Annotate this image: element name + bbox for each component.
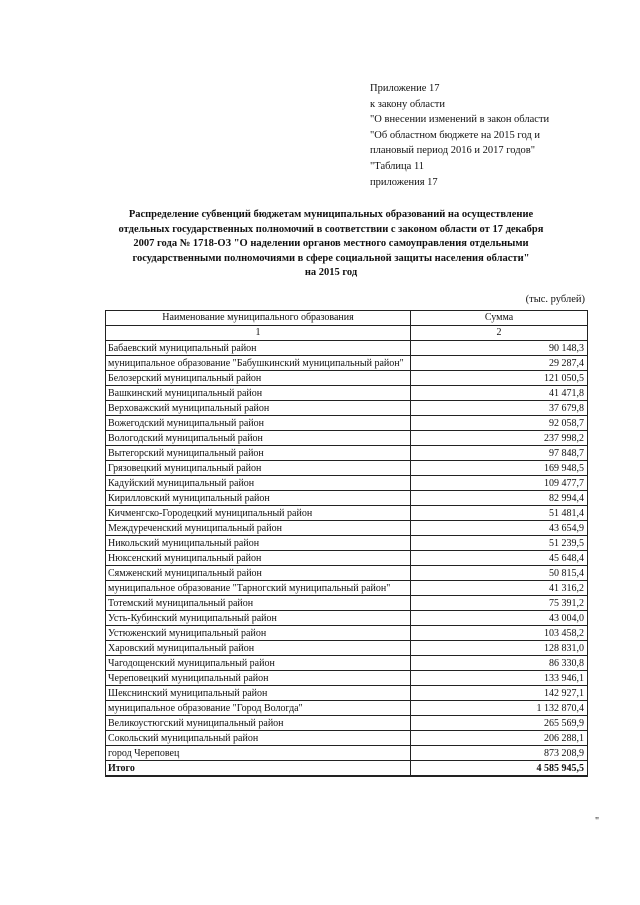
table-row bbox=[106, 461, 588, 476]
table-row bbox=[106, 386, 588, 401]
municipality-name: Череповецкий муниципальный район bbox=[106, 671, 411, 686]
subsidy-sum: 41 316,2 bbox=[411, 581, 588, 596]
municipality-name: Великоустюгский муниципальный район bbox=[106, 716, 411, 731]
subsidy-sum: 237 998,2 bbox=[411, 431, 588, 446]
municipality-name: Вожегодский муниципальный район bbox=[106, 416, 411, 431]
table-row bbox=[106, 491, 588, 506]
table-row bbox=[106, 746, 588, 761]
table-header-row bbox=[106, 311, 588, 326]
table-row bbox=[106, 716, 588, 731]
table-row bbox=[106, 656, 588, 671]
table-row bbox=[106, 521, 588, 536]
subsidy-sum: 86 330,8 bbox=[411, 656, 588, 671]
table-row bbox=[106, 641, 588, 656]
table-row bbox=[106, 611, 588, 626]
table-row bbox=[106, 626, 588, 641]
subsidy-sum: 37 679,8 bbox=[411, 401, 588, 416]
appendix-line: Приложение 17 bbox=[370, 83, 440, 94]
subsidy-sum: 43 654,9 bbox=[411, 521, 588, 536]
municipality-name: Междуреченский муниципальный район bbox=[106, 521, 411, 536]
title-line: Распределение субвенций бюджетам муниципальных образований на осуществление bbox=[128, 209, 534, 220]
subsidy-sum: 121 050,5 bbox=[411, 371, 588, 386]
municipality-name: Тотемский муниципальный район bbox=[106, 596, 411, 611]
subsidy-sum: 169 948,5 bbox=[411, 461, 588, 476]
subsidy-sum: 82 994,4 bbox=[411, 491, 588, 506]
subsidy-sum: 142 927,1 bbox=[411, 686, 588, 701]
table-row bbox=[106, 506, 588, 521]
closing-quote: " bbox=[595, 816, 600, 827]
subsidy-sum: 75 391,2 bbox=[411, 596, 588, 611]
column-number-2: 2 bbox=[411, 326, 588, 341]
subsidy-sum: 133 946,1 bbox=[411, 671, 588, 686]
table-row bbox=[106, 476, 588, 491]
municipality-name: город Череповец bbox=[106, 746, 411, 761]
subsidy-sum: 128 831,0 bbox=[411, 641, 588, 656]
subsidy-sum: 265 569,9 bbox=[411, 716, 588, 731]
appendix-line: к закону области bbox=[370, 98, 445, 110]
units-label: (тыс. рублей) bbox=[525, 294, 585, 305]
municipality-name: Вытегорский муниципальный район bbox=[106, 446, 411, 461]
title-line: отдельных государственных полномочий в соответствии с законом области от 17 декабря bbox=[118, 223, 544, 235]
municipality-name: Грязовецкий муниципальный район bbox=[106, 461, 411, 476]
column-header-sum: Сумма bbox=[411, 311, 588, 326]
title-line: государственными полномочиями в сфере социальной защиты населения области" bbox=[132, 252, 530, 264]
total-row bbox=[106, 761, 588, 777]
municipality-name: Белозерский муниципальный район bbox=[106, 371, 411, 386]
subsidy-sum: 29 287,4 bbox=[411, 356, 588, 371]
table-row bbox=[106, 566, 588, 581]
appendix-line: "Об областном бюджете на 2015 год и bbox=[370, 129, 541, 141]
table-row bbox=[106, 596, 588, 611]
municipality-name: Чагодощенский муниципальный район bbox=[106, 656, 411, 671]
municipality-name: Кичменгско-Городецкий муниципальный район bbox=[106, 506, 411, 521]
table-row bbox=[106, 341, 588, 356]
municipality-name: Бабаевский муниципальный район bbox=[106, 341, 411, 356]
table-row bbox=[106, 431, 588, 446]
appendix-line: "О внесении изменений в закон области bbox=[370, 114, 550, 126]
table-row bbox=[106, 536, 588, 551]
municipality-name: Никольский муниципальный район bbox=[106, 536, 411, 551]
column-number-1: 1 bbox=[106, 326, 411, 341]
table-row bbox=[106, 356, 588, 371]
municipality-name: муниципальное образование "Бабушкинский муниципальный район" bbox=[106, 356, 411, 371]
subsidy-sum: 97 848,7 bbox=[411, 446, 588, 461]
table-row bbox=[106, 401, 588, 416]
table-row bbox=[106, 701, 588, 716]
municipality-name: Вашкинский муниципальный район bbox=[106, 386, 411, 401]
appendix-line: приложения 17 bbox=[370, 176, 438, 188]
municipality-name: Нюксенский муниципальный район bbox=[106, 551, 411, 566]
municipality-name: Сямженский муниципальный район bbox=[106, 566, 411, 581]
municipality-name: муниципальное образование "Тарногский муниципальный район" bbox=[106, 581, 411, 596]
municipality-name: Усть-Кубинский муниципальный район bbox=[106, 611, 411, 626]
municipality-name: муниципальное образование "Город Вологда" bbox=[106, 701, 411, 716]
subsidy-sum: 51 481,4 bbox=[411, 506, 588, 521]
table-row bbox=[106, 551, 588, 566]
municipality-name: Кирилловский муниципальный район bbox=[106, 491, 411, 506]
table-row bbox=[106, 581, 588, 596]
subsidy-sum: 50 815,4 bbox=[411, 566, 588, 581]
column-header-name: Наименование муниципального образования bbox=[106, 311, 411, 326]
total-label: Итого bbox=[106, 761, 411, 777]
subsidy-sum: 45 648,4 bbox=[411, 551, 588, 566]
table-row bbox=[106, 446, 588, 461]
subsidy-sum: 51 239,5 bbox=[411, 536, 588, 551]
appendix-line: "Таблица 11 bbox=[370, 160, 425, 172]
subsidy-table bbox=[105, 310, 588, 777]
subsidy-sum: 41 471,8 bbox=[411, 386, 588, 401]
municipality-name: Сокольский муниципальный район bbox=[106, 731, 411, 746]
total-sum: 4 585 945,5 bbox=[411, 761, 588, 777]
column-number-row bbox=[106, 326, 588, 341]
municipality-name: Верховажский муниципальный район bbox=[106, 401, 411, 416]
subsidy-sum: 92 058,7 bbox=[411, 416, 588, 431]
title-line: 2007 года № 1718-ОЗ "О наделении органов местного самоуправления отдельными bbox=[133, 238, 529, 250]
table-row bbox=[106, 686, 588, 701]
appendix-reference bbox=[370, 81, 620, 190]
municipality-name: Вологодский муниципальный район bbox=[106, 431, 411, 446]
table-row bbox=[106, 416, 588, 431]
municipality-name: Шекснинский муниципальный район bbox=[106, 686, 411, 701]
table-row bbox=[106, 371, 588, 386]
municipality-name: Устюженский муниципальный район bbox=[106, 626, 411, 641]
municipality-name: Кадуйский муниципальный район bbox=[106, 476, 411, 491]
subsidy-sum: 873 208,9 bbox=[411, 746, 588, 761]
title-line: на 2015 год bbox=[304, 267, 358, 279]
table-row bbox=[106, 731, 588, 746]
appendix-line: плановый период 2016 и 2017 годов" bbox=[370, 145, 536, 157]
document-title bbox=[86, 208, 576, 281]
subsidy-sum: 206 288,1 bbox=[411, 731, 588, 746]
subsidy-sum: 109 477,7 bbox=[411, 476, 588, 491]
subsidy-sum: 90 148,3 bbox=[411, 341, 588, 356]
subsidy-sum: 43 004,0 bbox=[411, 611, 588, 626]
table-row bbox=[106, 671, 588, 686]
subsidy-sum: 1 132 870,4 bbox=[411, 701, 588, 716]
subsidy-sum: 103 458,2 bbox=[411, 626, 588, 641]
municipality-name: Харовский муниципальный район bbox=[106, 641, 411, 656]
